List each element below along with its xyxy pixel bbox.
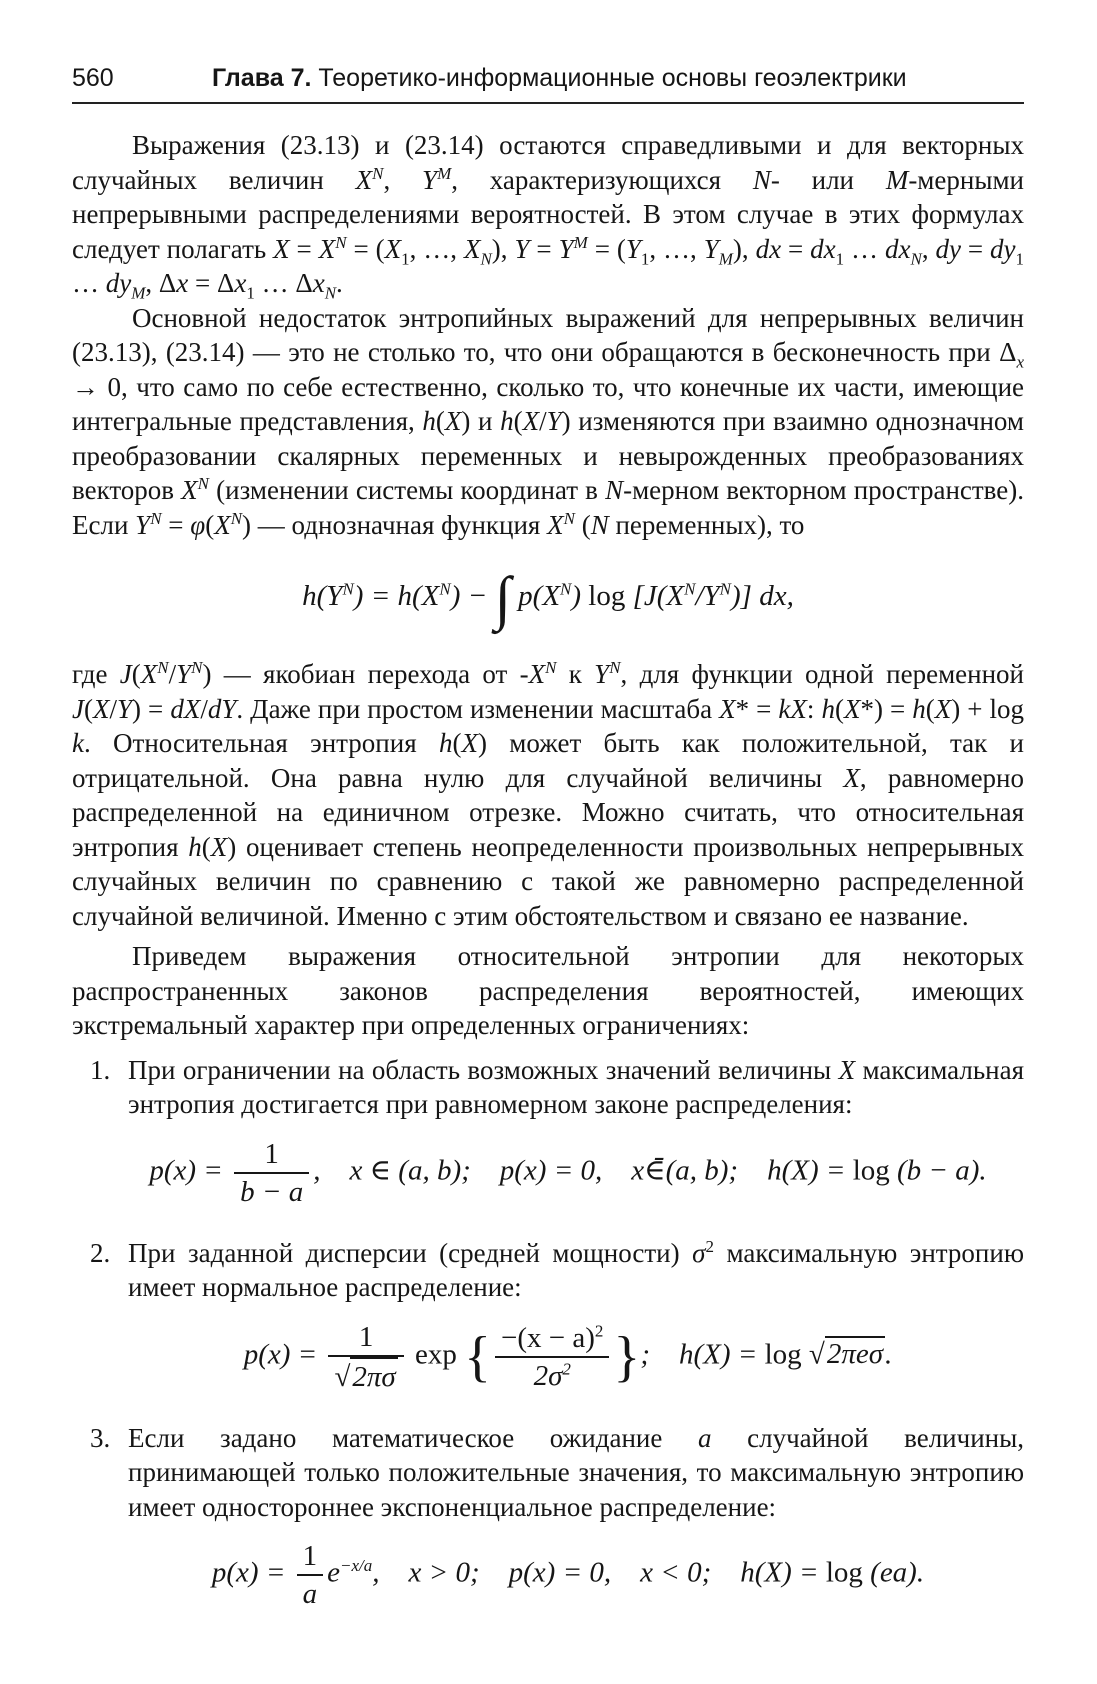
- formula-normal: p(x) = $\frac{1}{√2\pi\sigma}$ exp { $\frac{-(x - a)^2}{2\sigma^2}$ }; h(X) = log √2πeσ.: [243, 1320, 893, 1393]
- list-item-1: 1. При ограничении на область возможных значений величины X максимальная энтропия достигается при равномерном законе распределения:: [90, 1054, 1024, 1119]
- text-body: [72, 128, 1024, 1612]
- paragraph-3: где $J(X^N/Y^N)$ — якобиан перехода от $-X^N$ к $Y^N$, для функции одной переменной J(X/Y) = dX/dY. Даже при простом изменении масштаба X* = kX: h(X*) = h(X) + log k. Относительная энтропия h(X) может быть как положительной, так и отрицательной. Она равна нулю для случайной величины X, равномерно распределенной на единичном отрезке. Можно считать, что относительная энтропия h(X) оценивает степень неопределенности произвольных непрерывных случайных величин по сравнению с такой же равномерно распределенной случайной величиной. Именно с этим обстоятельством и связано ее название.: [72, 658, 1025, 931]
- header-rule: [72, 102, 1024, 104]
- chapter-title: Теоретико-информационные основы геоэлектрики: [318, 64, 907, 92]
- paragraph-4: Приведем выражения относительной энтропии для некоторых распространенных законов распределения вероятностей, имеющих экстремальный характер при определенных ограничениях:: [72, 941, 1024, 1040]
- list-number: 2.: [90, 1237, 111, 1268]
- distribution-list: [72, 1053, 1024, 1613]
- page-number: 560: [72, 64, 114, 92]
- formula-exponential: p(x) = $\frac{1}{a}$ $e^{-x/a}$, x > 0; p(x) = 0, x < 0; h(X) = log (ea).: [211, 1540, 925, 1610]
- paragraph-1: Выражения (23.13) и (23.14) остаются справедливыми и для векторных случайных величин $X^N$, $Y^M$, характеризующихся N- или M-мерными непрерывными распределениями вероятностей. В этом случае в этих формулах следует полагать $X = X^N = (X_1$, …, $X_N$), $Y = Y^M = (Y_1$, …, $Y_M$), dx = $dx_1$ … $dx_N$, dy = $dy_1$ … $dy_M$, $\Delta x = \Delta x_1$ … $\Delta x_N$.: [72, 130, 1025, 303]
- list-item-2: 2. При заданной дисперсии (средней мощности) $\sigma^2$ максимальную энтропию имеет нормальное распределение:: [90, 1236, 1024, 1302]
- chapter-heading: [212, 64, 907, 93]
- list-number: 3.: [90, 1422, 111, 1453]
- running-header: [72, 58, 1022, 100]
- list-number: 1.: [90, 1054, 111, 1085]
- chapter-label: Глава 7.: [212, 64, 312, 92]
- list-item-3: 3. Если задано математическое ожидание a случайной величины, принимающей только положительные значения, то максимальную энтропию имеет одностороннее экспоненциальное распределение:: [90, 1422, 1024, 1522]
- formula-uniform: p(x) = $\frac{1}{b - a}$ , x ∈ (a, b); p(x) = 0, x∈̄(a, b); h(X) = log (b − a).: [149, 1137, 987, 1208]
- formula-entropy-transform: $h(Y^N) = h(X^N)$ − ∫ $p(X^N)$ $\log [J(X^N/Y^N)]$ dx,: [302, 565, 794, 631]
- paragraph-2: Основной недостаток энтропийных выражений для непрерывных величин (23.13), (23.14) — это не столько то, что они обращаются в бесконечность при $\Delta_x \to 0$, что само по себе естественно, сколько то, что конечные их части, имеющие интегральные представления, h(X) и h(X/Y) изменяются при взаимно однозначном преобразовании скалярных переменных и невырожденных преобразованиях векторов $X^N$ (изменении системы координат в N-мерном векторном пространстве). Если $Y^N = \varphi(X^N)$ — однозначная функция $X^N$ (N переменных), то: [72, 302, 1024, 540]
